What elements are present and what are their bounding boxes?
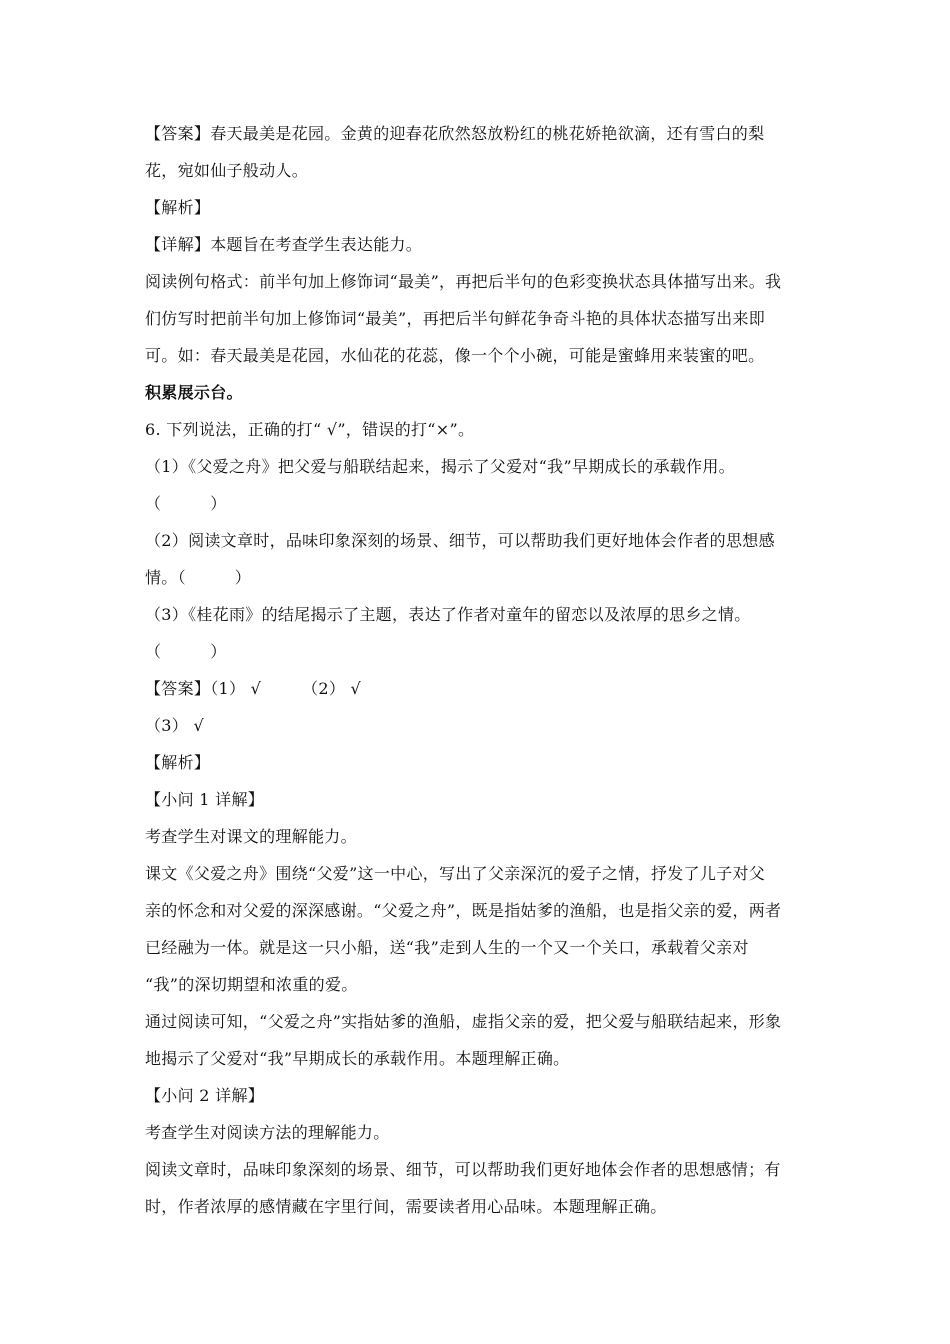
section-heading: 积累展示台。 [145, 383, 243, 402]
explanation-line: 们仿写时把前半句加上修饰词“最美”，再把后半句鲜花争奇斗艳的具体状态描写出来即 [145, 309, 766, 328]
analysis-heading: 【解析】 [145, 198, 211, 217]
question-item-2-continued: 情。（ ） [145, 568, 252, 587]
explanation-line: 可。如：春天最美是花园，水仙花的花蕊，像一个个小碗，可能是蜜蜂用来装蜜的吧。 [145, 346, 765, 365]
detail-line: 【详解】本题旨在考查学生表达能力。 [145, 235, 423, 254]
answer-line: 【答案】（1） √ （2） √ [145, 679, 362, 698]
explanation-line: “我”的深切期望和浓重的爱。 [145, 975, 358, 994]
answer-line: 【答案】春天最美是花园。金黄的迎春花欣然怒放粉红的桃花娇艳欲滴，还有雪白的梨 [145, 124, 765, 143]
explanation-line: 考查学生对课文的理解能力。 [145, 827, 357, 846]
analysis-heading: 【解析】 [145, 753, 211, 772]
sub-question-heading: 【小问 1 详解】 [145, 790, 265, 809]
question-item-2: （2）阅读文章时，品味印象深刻的场景、细节，可以帮助我们更好地体会作者的思想感 [145, 531, 775, 550]
question-item-1: （1）《父爱之舟》把父爱与船联结起来，揭示了父爱对“我”早期成长的承载作用。 [145, 457, 735, 476]
sub-question-heading: 【小问 2 详解】 [145, 1086, 265, 1105]
explanation-line: 时，作者浓厚的感情藏在字里行间，需要读者用心品味。本题理解正确。 [145, 1197, 667, 1216]
question-stem: 6. 下列说法，正确的打“ √”，错误的打“×”。 [145, 420, 475, 439]
answer-blank-3: （ ） [145, 642, 227, 661]
explanation-line: 通过阅读可知，“父爱之舟”实指姑爹的渔船，虚指父亲的爱，把父爱与船联结起来，形象 [145, 1012, 782, 1031]
answer-line-continued: 花，宛如仙子般动人。 [145, 161, 309, 180]
explanation-line: 已经融为一体。就是这一只小船，送“我”走到人生的一个又一个关口，承载着父亲对 [145, 938, 749, 957]
answer-blank-1: （ ） [145, 494, 227, 513]
explanation-line: 考查学生对阅读方法的理解能力。 [145, 1123, 390, 1142]
question-item-3: （3）《桂花雨》的结尾揭示了主题，表达了作者对童年的留恋以及浓厚的思乡之情。 [145, 605, 751, 624]
explanation-line: 课文《父爱之舟》围绕“父爱”这一中心，写出了父亲深沉的爱子之情，抒发了儿子对父 [145, 864, 766, 883]
explanation-line: 地揭示了父爱对“我”早期成长的承载作用。本题理解正确。 [145, 1049, 570, 1068]
explanation-line: 阅读文章时，品味印象深刻的场景、细节，可以帮助我们更好地体会作者的思想感情；有 [145, 1160, 781, 1179]
explanation-line: 阅读例句格式：前半句加上修饰词“最美”，再把后半句的色彩变换状态具体描写出来。我 [145, 272, 782, 291]
answer-line-continued: （3） √ [145, 716, 204, 735]
explanation-line: 亲的怀念和对父爱的深深感谢。“父爱之舟”，既是指姑爹的渔船，也是指父亲的爱，两者 [145, 901, 782, 920]
